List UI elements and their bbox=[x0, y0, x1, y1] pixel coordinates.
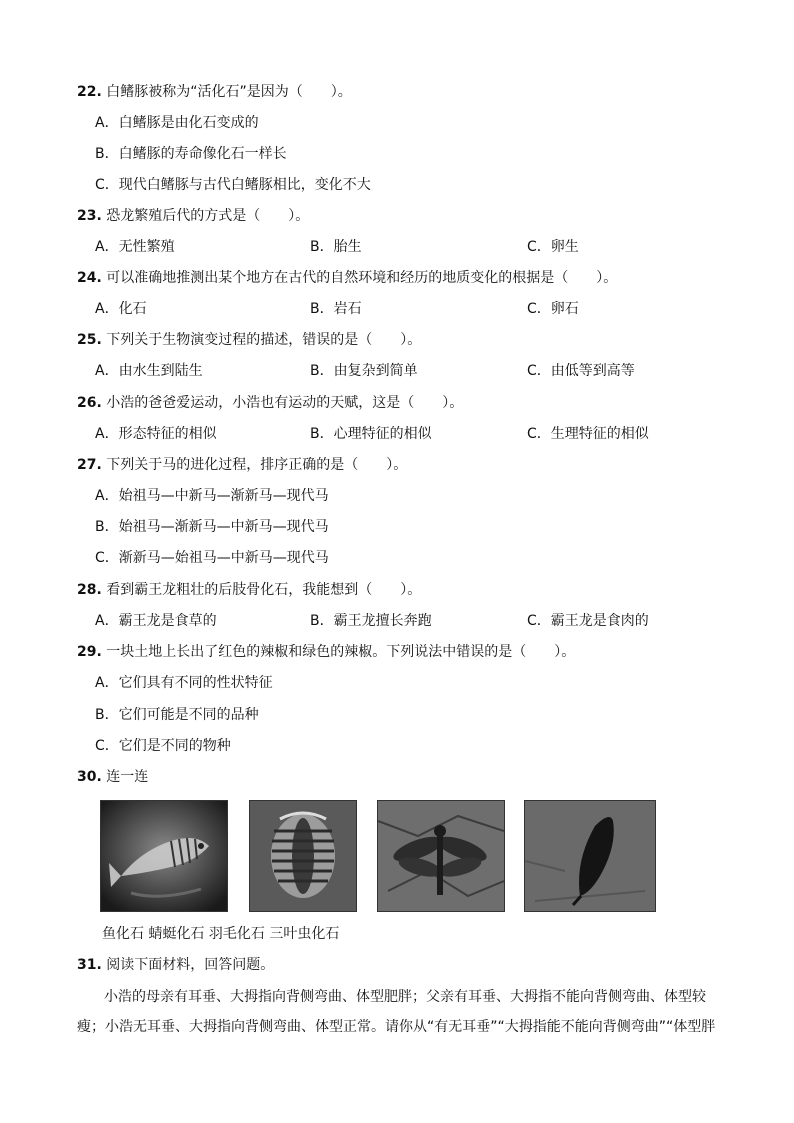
question-31 bbox=[77, 955, 274, 975]
feather-fossil-image[interactable] bbox=[524, 800, 656, 912]
question-30 bbox=[77, 767, 148, 787]
option-a[interactable]: A．化石 bbox=[95, 301, 147, 317]
question-number: 27. bbox=[77, 457, 102, 473]
passage-line-1: 小浩的母亲有耳垂、大拇指向背侧弯曲、体型肥胖；父亲有耳垂、大拇指不能向背侧弯曲、体型较 bbox=[104, 989, 706, 1005]
fish-fossil-icon bbox=[101, 801, 227, 911]
option-b[interactable]: B．始祖马—渐新马—中新马—现代马 bbox=[95, 519, 329, 535]
question-number: 23. bbox=[77, 208, 102, 224]
question-26 bbox=[77, 393, 463, 413]
question-number: 24. bbox=[77, 270, 102, 286]
feather-fossil-icon bbox=[525, 801, 655, 911]
dragonfly-fossil-icon bbox=[378, 801, 504, 911]
match-labels: 鱼化石 蜻蜓化石 羽毛化石 三叶虫化石 bbox=[102, 926, 340, 942]
option-a[interactable]: A．它们具有不同的性状特征 bbox=[95, 675, 273, 691]
option-c[interactable]: C．由低等到高等 bbox=[527, 363, 635, 379]
dragonfly-fossil-image[interactable] bbox=[377, 800, 505, 912]
option-a[interactable]: A．始祖马—中新马—渐新马—现代马 bbox=[95, 488, 329, 504]
question-text: 看到霸王龙粗壮的后肢骨化石，我能想到（ ）。 bbox=[106, 582, 422, 598]
question-22 bbox=[77, 82, 352, 102]
option-b[interactable]: B．岩石 bbox=[310, 301, 362, 317]
question-24 bbox=[77, 268, 617, 288]
question-number: 29. bbox=[77, 644, 102, 660]
option-c[interactable]: C．渐新马—始祖马—中新马—现代马 bbox=[95, 550, 329, 566]
question-number: 26. bbox=[77, 395, 102, 411]
option-a[interactable]: A．无性繁殖 bbox=[95, 239, 175, 255]
question-text: 连一连 bbox=[106, 769, 149, 785]
question-number: 30. bbox=[77, 769, 102, 785]
question-text: 一块土地上长出了红色的辣椒和绿色的辣椒。下列说法中错误的是（ ）。 bbox=[106, 644, 576, 660]
option-c[interactable]: C．卵石 bbox=[527, 301, 579, 317]
question-text: 恐龙繁殖后代的方式是（ ）。 bbox=[106, 208, 310, 224]
question-text: 白鳍豚被称为“活化石”是因为（ ）。 bbox=[106, 84, 352, 100]
option-a[interactable]: A．形态特征的相似 bbox=[95, 426, 217, 442]
option-b[interactable]: B．胎生 bbox=[310, 239, 362, 255]
trilobite-fossil-icon bbox=[250, 801, 356, 911]
option-b[interactable]: B．心理特征的相似 bbox=[310, 426, 432, 442]
question-text: 小浩的爸爸爱运动，小浩也有运动的天赋，这是（ ）。 bbox=[106, 395, 464, 411]
fish-fossil-image[interactable] bbox=[100, 800, 228, 912]
question-23 bbox=[77, 206, 309, 226]
option-a[interactable]: A．白鳍豚是由化石变成的 bbox=[95, 115, 259, 131]
option-a[interactable]: A．霸王龙是食草的 bbox=[95, 613, 217, 629]
passage-line-2: 瘦；小浩无耳垂、大拇指向背侧弯曲、体型正常。请你从“有无耳垂”“大拇指能不能向背侧弯曲”“体型胖 bbox=[77, 1019, 716, 1035]
question-number: 28. bbox=[77, 582, 102, 598]
question-28 bbox=[77, 580, 421, 600]
question-27 bbox=[77, 455, 407, 475]
option-b[interactable]: B．由复杂到简单 bbox=[310, 363, 418, 379]
question-25 bbox=[77, 330, 421, 350]
question-text: 下列关于马的进化过程，排序正确的是（ ）。 bbox=[106, 457, 408, 473]
question-text: 下列关于生物演变过程的描述，错误的是（ ）。 bbox=[106, 332, 422, 348]
option-b[interactable]: B．霸王龙擅长奔跑 bbox=[310, 613, 432, 629]
option-c[interactable]: C．它们是不同的物种 bbox=[95, 738, 231, 754]
option-b[interactable]: B．它们可能是不同的品种 bbox=[95, 707, 259, 723]
question-text: 可以准确地推测出某个地方在古代的自然环境和经历的地质变化的根据是（ ）。 bbox=[106, 270, 618, 286]
question-text: 阅读下面材料，回答问题。 bbox=[106, 957, 275, 973]
option-c[interactable]: C．生理特征的相似 bbox=[527, 426, 649, 442]
option-a[interactable]: A．由水生到陆生 bbox=[95, 363, 203, 379]
option-c[interactable]: C．霸王龙是食肉的 bbox=[527, 613, 649, 629]
question-number: 31. bbox=[77, 957, 102, 973]
option-b[interactable]: B．白鳍豚的寿命像化石一样长 bbox=[95, 146, 287, 162]
question-29 bbox=[77, 642, 575, 662]
question-number: 22. bbox=[77, 84, 102, 100]
option-c[interactable]: C．卵生 bbox=[527, 239, 579, 255]
trilobite-fossil-image[interactable] bbox=[249, 800, 357, 912]
question-number: 25. bbox=[77, 332, 102, 348]
option-c[interactable]: C．现代白鳍豚与古代白鳍豚相比，变化不大 bbox=[95, 177, 371, 193]
